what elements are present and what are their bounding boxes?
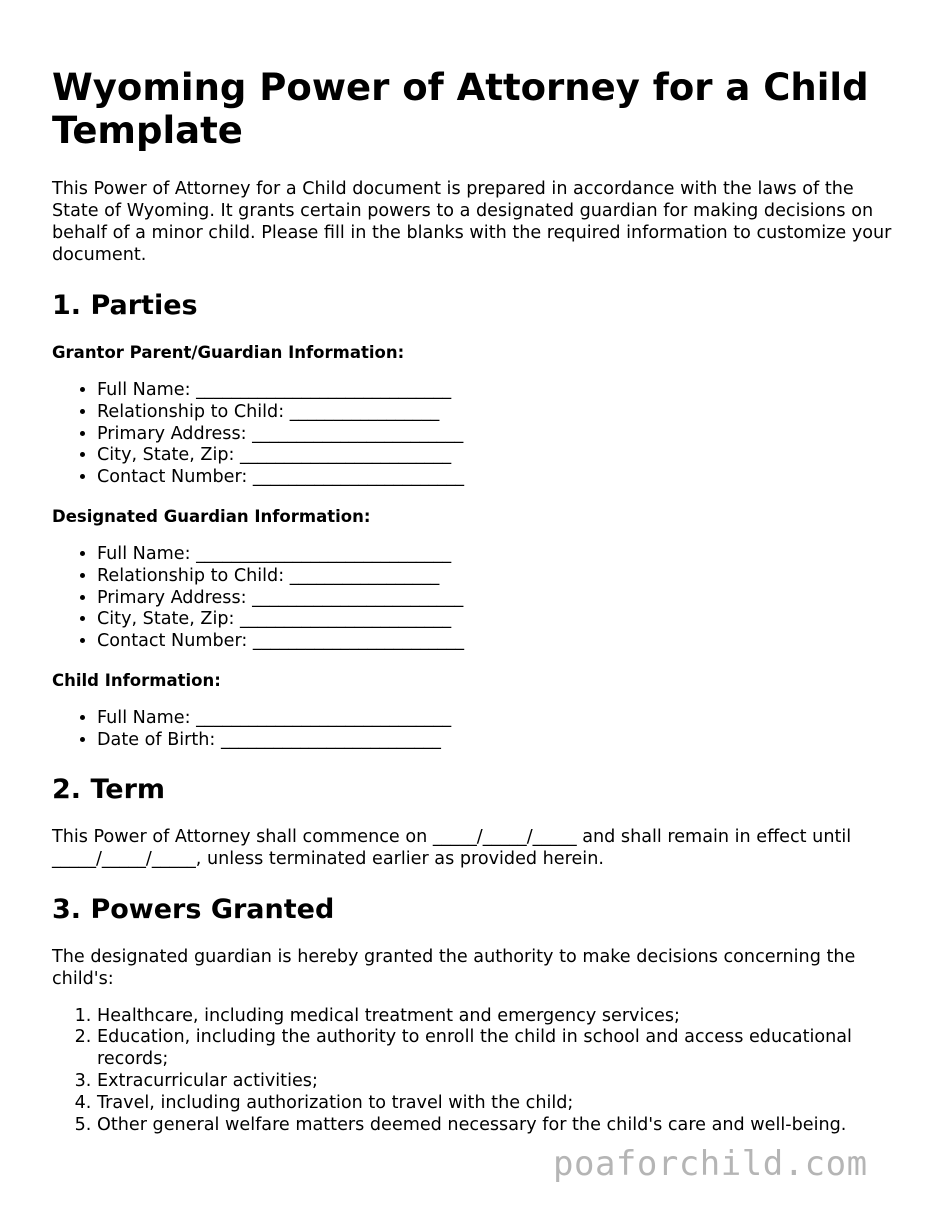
- list-item: • Primary Address: ________________________: [97, 588, 897, 610]
- list-item: • Contact Number: ________________________: [97, 467, 897, 489]
- child-fields-list: [52, 708, 897, 752]
- list-item: 3. Extracurricular activities;: [97, 1071, 897, 1093]
- grantor-heading: Grantor Parent/Guardian Information:: [52, 343, 405, 362]
- section-heading-term: 2. Term: [52, 773, 166, 805]
- child-heading: Child Information:: [52, 670, 221, 690]
- guardian-heading: Designated Guardian Information:: [52, 506, 371, 526]
- watermark: poaforchild.com: [553, 1144, 868, 1184]
- list-item: • Full Name: _____________________________: [97, 380, 897, 402]
- list-item: • Primary Address: ________________________: [97, 424, 897, 446]
- list-item: • City, State, Zip: ________________________: [97, 609, 897, 631]
- list-item: • Relationship to Child: _________________: [97, 402, 897, 424]
- list-item: • City, State, Zip: ________________________: [97, 445, 897, 467]
- powers-list: [52, 1006, 897, 1137]
- list-item: • Relationship to Child: _________________: [97, 566, 897, 588]
- grantor-fields-list: [52, 380, 897, 489]
- list-item: • Full Name: _____________________________: [97, 708, 897, 730]
- section-heading-powers: 3. Powers Granted: [52, 893, 335, 925]
- list-item: • Date of Birth: _________________________: [97, 730, 897, 752]
- intro-paragraph: This Power of Attorney for a Child document is prepared in accordance with the laws of the State of Wyoming. It grants certain powers to a designated guardian for making decisions on behalf of a minor child. Please fill in the blanks with the required information to customize your document.: [52, 179, 892, 265]
- list-item: 2. Education, including the authority to enroll the child in school and access educational records;: [97, 1027, 897, 1071]
- page-title: Wyoming Power of Attorney for a Child Template: [52, 66, 869, 152]
- section-heading-parties: 1. Parties: [52, 290, 198, 321]
- term-paragraph: This Power of Attorney shall commence on _____/_____/_____ and shall remain in effect until _____/_____/_____, unless terminated earlier as provided herein.: [52, 826, 852, 869]
- guardian-fields-list: [52, 544, 897, 653]
- list-item: 1. Healthcare, including medical treatment and emergency services;: [97, 1006, 897, 1028]
- list-item: • Contact Number: ________________________: [97, 631, 897, 653]
- powers-paragraph: The designated guardian is hereby granted the authority to make decisions concerning the child's:: [52, 946, 856, 989]
- document-page: [52, 66, 897, 1153]
- list-item: • Full Name: _____________________________: [97, 544, 897, 566]
- list-item: 4. Travel, including authorization to travel with the child;: [97, 1093, 897, 1115]
- list-item: 5. Other general welfare matters deemed necessary for the child's care and well-being.: [97, 1115, 897, 1137]
